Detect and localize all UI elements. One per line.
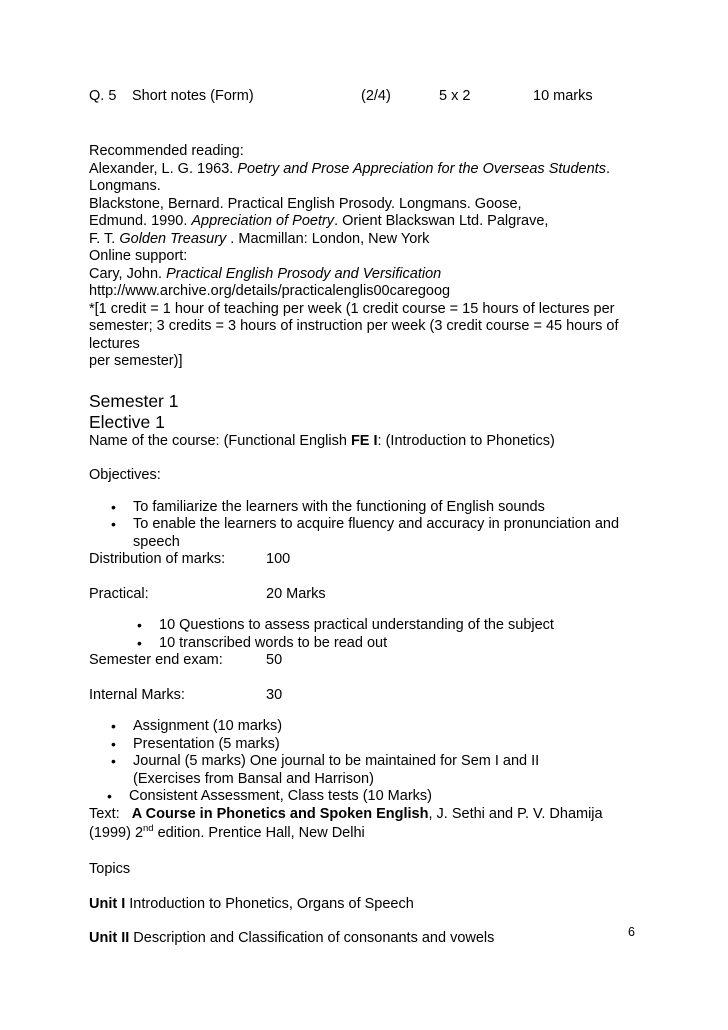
practical-row: [89, 586, 634, 604]
semester-end-value: 50: [266, 652, 283, 668]
question-number: Q. 5: [89, 88, 117, 104]
reading-heading: Recommended reading:: [89, 143, 244, 159]
internal-list: [89, 718, 634, 788]
course-name: Name of the course: (Functional English FE I: (Introduction to Phonetics): [89, 432, 555, 449]
reading-line: Edmund. 1990. Appreciation of Poetry. Orient Blackswan Ltd. Palgrave,: [89, 213, 549, 229]
list-item: • Presentation (5 marks): [133, 736, 634, 754]
reading-line: Longmans.: [89, 178, 161, 194]
recommended-reading: [89, 143, 634, 371]
question-calc: 5 x 2: [439, 88, 471, 104]
practical-value: 20 Marks: [266, 585, 326, 602]
unit-2: Unit II Description and Classification of consonants and vowels: [89, 930, 495, 946]
question-part: (2/4): [361, 88, 391, 104]
list-item: • 10 transcribed words to be read out: [159, 635, 634, 653]
semester-end-row: [89, 652, 634, 670]
list-item: • Assignment (10 marks): [133, 718, 634, 736]
internal-value: 30: [266, 686, 283, 703]
page-number: 6: [628, 925, 635, 939]
objectives-heading: Objectives:: [89, 467, 161, 483]
distribution-label: Distribution of marks:: [89, 551, 226, 567]
credit-note: *[1 credit = 1 hour of teaching per week (1 credit course = 15 hours of lectures per: [89, 300, 615, 317]
online-support-label: Online support:: [89, 248, 188, 264]
elective-heading: Elective 1: [89, 411, 165, 432]
reading-line: F. T. Golden Treasury . Macmillan: London, New York: [89, 230, 430, 247]
list-item: • To enable the learners to acquire fluency and accuracy in pronunciation and speech: [133, 516, 634, 551]
list-item: • 10 Questions to assess practical understanding of the subject: [159, 617, 634, 635]
topics-heading: Topics: [89, 861, 131, 877]
question-5-row: [89, 88, 634, 106]
practical-label: Practical:: [89, 585, 149, 602]
credit-note: semester; 3 credits = 3 hours of instruction per week (3 credit course = 45 hours of: [89, 318, 619, 334]
internal-list-continued: [89, 788, 634, 806]
list-item: • Journal (5 marks) One journal to be maintained for Sem I and II (Exercises from Bansal and Harrison): [133, 753, 634, 788]
reading-url: http://www.archive.org/details/practicalenglis00caregoog: [89, 283, 451, 299]
objectives-list: [89, 499, 634, 552]
credit-note: lectures: [89, 335, 140, 352]
list-item: • To familiarize the learners with the functioning of English sounds: [133, 499, 634, 517]
question-title: Short notes (Form): [132, 88, 254, 104]
semester-heading: Semester 1: [89, 390, 179, 411]
semester-end-label: Semester end exam:: [89, 652, 223, 668]
practical-list: [89, 617, 634, 652]
text-book: Text: A Course in Phonetics and Spoken English, J. Sethi and P. V. Dhamija: [89, 805, 603, 822]
distribution-value: 100: [266, 551, 291, 567]
reading-ref-alexander: Alexander, L. G. 1963. Poetry and Prose Appreciation for the Overseas Students.: [89, 160, 610, 177]
distribution-row: [89, 551, 634, 569]
internal-row: [89, 687, 634, 705]
unit-1: Unit I Introduction to Phonetics, Organs of Speech: [89, 895, 414, 912]
list-item: • Consistent Assessment, Class tests (10 Marks): [129, 788, 634, 806]
reading-ref-cary: Cary, John. Practical English Prosody and Versification: [89, 265, 442, 282]
text-book-edition: (1999) 2nd edition. Prentice Hall, New Delhi: [89, 823, 365, 841]
reading-line: Blackstone, Bernard. Practical English Prosody. Longmans. Goose,: [89, 195, 522, 212]
credit-note: per semester)]: [89, 353, 183, 369]
page-content: [89, 88, 634, 948]
question-marks: 10 marks: [533, 88, 593, 104]
internal-label: Internal Marks:: [89, 686, 185, 703]
